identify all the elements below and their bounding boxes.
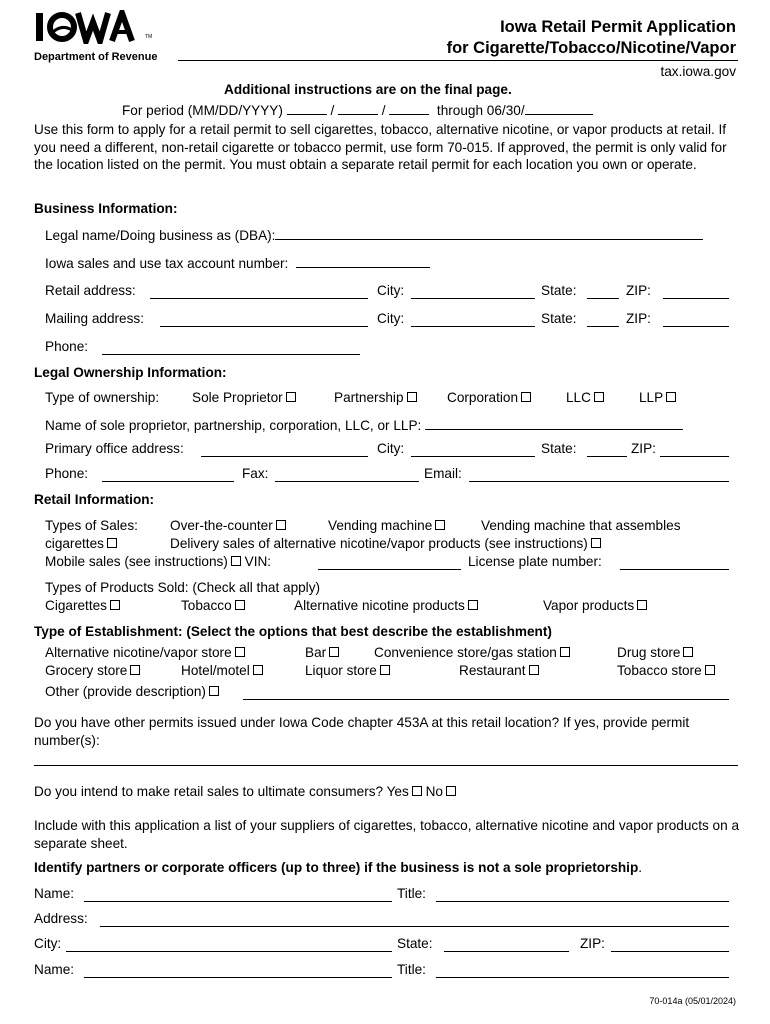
office-state-field[interactable] <box>587 443 627 457</box>
office-city-label: City: <box>377 441 405 456</box>
vin-field[interactable] <box>318 556 461 570</box>
business-heading: Business Information: <box>34 201 178 216</box>
sales-vending-label: Vending machine <box>328 518 433 533</box>
period-end-year-field[interactable] <box>525 101 593 115</box>
partner1-title-label: Title: <box>397 886 426 901</box>
sales-cigarettes-label: cigarettes <box>45 536 104 551</box>
other-permits-question: Do you have other permits issued under Iowa Code chapter 453A at this retail location? If yes, provide permit number(s): <box>34 715 690 748</box>
sales-types-label: Types of Sales: <box>45 518 138 533</box>
retail-heading: Retail Information: <box>34 492 155 507</box>
est-label: Alternative nicotine/vapor store <box>45 645 232 660</box>
license-plate-label: License plate number: <box>468 554 602 569</box>
partners-heading-period: . <box>638 860 643 875</box>
tax-account-field[interactable] <box>296 254 430 268</box>
ownership-sole-checkbox[interactable] <box>286 392 296 402</box>
owner-name-field[interactable] <box>425 416 683 430</box>
sales-vending[interactable] <box>328 518 445 533</box>
sales-vending-assembles-label: Vending machine that assembles <box>481 518 681 533</box>
ownership-llp-checkbox[interactable] <box>666 392 676 402</box>
mailing-zip-label: ZIP: <box>626 311 651 326</box>
partner1-name-field[interactable] <box>84 888 392 902</box>
iowa-logo-graphic <box>34 10 146 44</box>
legal-name-row <box>45 226 703 243</box>
sales-vending-checkbox[interactable] <box>435 520 445 530</box>
primary-office-field[interactable] <box>201 443 368 457</box>
products-label: Types of Products Sold: (Check all that apply) <box>45 580 321 595</box>
retail-sales-label: Do you intend to make retail sales to ultimate consumers? Yes <box>34 784 409 799</box>
tax-account-row <box>45 254 430 271</box>
partner1-city-field[interactable] <box>66 938 392 952</box>
mailing-zip-field[interactable] <box>663 313 729 327</box>
sales-vending-assembles-checkbox[interactable] <box>107 538 117 548</box>
business-phone-field[interactable] <box>102 341 360 355</box>
owner-fax-field[interactable] <box>275 468 419 482</box>
mailing-state-field[interactable] <box>587 313 619 327</box>
owner-phone-field[interactable] <box>102 468 234 482</box>
est-grocery-checkbox[interactable] <box>130 665 140 675</box>
partner1-address-field[interactable] <box>100 913 729 927</box>
form-title-line2: for Cigarette/Tobacco/Nicotine/Vapor <box>446 39 736 57</box>
business-phone-label: Phone: <box>45 339 89 354</box>
office-state-label: State: <box>541 441 577 456</box>
mailing-city-field[interactable] <box>411 313 535 327</box>
period-slash-2: / <box>381 103 386 118</box>
ownership-llc-checkbox[interactable] <box>594 392 604 402</box>
est-other[interactable] <box>45 684 219 699</box>
est-hotel[interactable] <box>181 663 263 678</box>
ownership-llp[interactable] <box>639 390 676 405</box>
est-other-description-field[interactable] <box>243 686 729 700</box>
partner1-city-label: City: <box>34 936 62 951</box>
retail-zip-label: ZIP: <box>626 283 651 298</box>
product-alt-nicotine[interactable] <box>294 598 478 613</box>
header-rule <box>178 60 738 61</box>
ownership-corporation[interactable] <box>447 390 531 405</box>
sales-delivery-label: Delivery sales of alternative nicotine/vapor products (see instructions) <box>170 536 588 551</box>
owner-email-label: Email: <box>424 466 462 481</box>
est-tobacco-checkbox[interactable] <box>705 665 715 675</box>
office-city-field[interactable] <box>411 443 535 457</box>
product-cigarettes-checkbox[interactable] <box>110 600 120 610</box>
mailing-city-label: City: <box>377 311 405 326</box>
period-month-field[interactable] <box>287 101 327 115</box>
logo-trademark: TM <box>145 34 153 40</box>
other-permits-field[interactable] <box>34 765 738 766</box>
est-liquor[interactable] <box>305 663 390 678</box>
product-cigarettes[interactable] <box>45 598 120 613</box>
department-name: Department of Revenue <box>34 51 158 63</box>
est-label: Other (provide description) <box>45 684 206 699</box>
retail-address-label: Retail address: <box>45 283 136 298</box>
est-label: Restaurant <box>459 663 526 678</box>
est-label: Tobacco store <box>617 663 702 678</box>
owner-name-label: Name of sole proprietor, partnership, corporation, LLC, or LLP: <box>45 418 422 433</box>
mailing-state-label: State: <box>541 311 577 326</box>
ownership-option-label: Sole Proprietor <box>192 390 283 405</box>
suppliers-instruction: Include with this application a list of your suppliers of cigarettes, tobacco, alternative nicotine and vapor products on a separate sheet. <box>34 818 740 851</box>
est-alt-vapor-checkbox[interactable] <box>235 647 245 657</box>
ownership-corporation-checkbox[interactable] <box>521 392 531 402</box>
ownership-option-label: LLP <box>639 390 664 405</box>
est-convenience-checkbox[interactable] <box>560 647 570 657</box>
retail-city-field[interactable] <box>411 285 535 299</box>
period-row <box>122 101 593 118</box>
ownership-sole-proprietor[interactable] <box>192 390 296 405</box>
sales-otc-label: Over-the-counter <box>170 518 273 533</box>
retail-sales-question <box>34 784 456 799</box>
office-zip-field[interactable] <box>660 443 729 457</box>
office-zip-label: ZIP: <box>631 441 656 456</box>
est-label: Hotel/motel <box>181 663 250 678</box>
period-through: through 06/30/ <box>436 103 525 118</box>
owner-phone-label: Phone: <box>45 466 89 481</box>
establishment-heading: Type of Establishment: (Select the options that best describe the establishment) <box>34 624 552 639</box>
retail-state-label: State: <box>541 283 577 298</box>
additional-instructions: Additional instructions are on the final page. <box>224 82 512 97</box>
sales-vending-assembles[interactable] <box>45 536 117 551</box>
product-vapor[interactable] <box>543 598 647 613</box>
ownership-partnership[interactable] <box>334 390 417 405</box>
product-label: Alternative nicotine products <box>294 598 465 613</box>
owner-fax-label: Fax: <box>242 466 269 481</box>
product-vapor-checkbox[interactable] <box>637 600 647 610</box>
product-tobacco[interactable] <box>181 598 245 613</box>
est-grocery[interactable] <box>45 663 140 678</box>
partner1-zip-label: ZIP: <box>580 936 605 951</box>
est-liquor-checkbox[interactable] <box>380 665 390 675</box>
retail-zip-field[interactable] <box>663 285 729 299</box>
est-other-checkbox[interactable] <box>209 686 219 696</box>
sales-mobile-checkbox[interactable] <box>231 556 241 566</box>
ownership-llc[interactable] <box>566 390 604 405</box>
sales-otc[interactable] <box>170 518 286 533</box>
retail-sales-no-label: No <box>425 784 443 799</box>
retail-address-field[interactable] <box>150 285 368 299</box>
tax-account-label: Iowa sales and use tax account number: <box>45 256 289 271</box>
sales-mobile[interactable] <box>45 554 271 569</box>
partner1-address-label: Address: <box>34 911 88 926</box>
partner1-zip-field[interactable] <box>611 938 729 952</box>
partner2-name-label: Name: <box>34 962 75 977</box>
owner-email-field[interactable] <box>469 468 729 482</box>
partner1-title-field[interactable] <box>436 888 729 902</box>
period-label: For period (MM/DD/YYYY) <box>122 103 283 118</box>
est-label: Liquor store <box>305 663 377 678</box>
est-drug-checkbox[interactable] <box>683 647 693 657</box>
est-restaurant[interactable] <box>459 663 539 678</box>
sales-delivery[interactable] <box>170 536 601 551</box>
intro-paragraph: Use this form to apply for a retail permit to sell cigarettes, tobacco, alternative nicotine, or vapor products at retail. If you need a different, non-retail cigarette or tobacco permit, use form 70-015. If approved, the permit is only valid for the location listed on the permit. You must obtain a separate retail permit for each location you own or operate. <box>34 122 727 172</box>
period-year-field[interactable] <box>389 101 429 115</box>
period-slash-1: / <box>330 103 335 118</box>
website: tax.iowa.gov <box>660 64 736 79</box>
partner1-name-label: Name: <box>34 886 75 901</box>
sales-mobile-label: Mobile sales (see instructions) <box>45 554 228 569</box>
license-plate-field[interactable] <box>620 556 729 570</box>
partner1-state-label: State: <box>397 936 433 951</box>
partners-heading <box>34 860 642 875</box>
legal-name-label: Legal name/Doing business as (DBA): <box>45 228 276 243</box>
partners-heading-text: Identify partners or corporate officers (up to three) if the business is not a sole proprietorship <box>34 860 639 875</box>
vin-label: VIN: <box>244 554 272 569</box>
est-bar[interactable] <box>305 645 339 660</box>
retail-state-field[interactable] <box>587 285 619 299</box>
est-label: Grocery store <box>45 663 128 678</box>
product-label: Tobacco <box>181 598 232 613</box>
partner2-title-field[interactable] <box>436 964 729 978</box>
est-label: Convenience store/gas station <box>374 645 557 660</box>
ownership-option-label: Partnership <box>334 390 404 405</box>
est-drug[interactable] <box>617 645 693 660</box>
ownership-option-label: Corporation <box>447 390 519 405</box>
est-label: Drug store <box>617 645 681 660</box>
est-alt-vapor[interactable] <box>45 645 245 660</box>
est-convenience[interactable] <box>374 645 570 660</box>
retail-sales-yes-checkbox[interactable] <box>412 786 422 796</box>
est-hotel-checkbox[interactable] <box>253 665 263 675</box>
period-day-field[interactable] <box>338 101 378 115</box>
owner-name-row <box>45 416 683 433</box>
retail-sales-no-checkbox[interactable] <box>446 786 456 796</box>
ownership-heading: Legal Ownership Information: <box>34 365 227 380</box>
ownership-option-label: LLC <box>566 390 591 405</box>
mailing-address-field[interactable] <box>160 313 368 327</box>
legal-name-field[interactable] <box>275 226 703 240</box>
retail-city-label: City: <box>377 283 405 298</box>
est-bar-checkbox[interactable] <box>329 647 339 657</box>
est-restaurant-checkbox[interactable] <box>529 665 539 675</box>
partner2-name-field[interactable] <box>84 964 392 978</box>
product-label: Vapor products <box>543 598 635 613</box>
partner1-state-field[interactable] <box>444 938 569 952</box>
ownership-type-label: Type of ownership: <box>45 390 160 405</box>
partner2-title-label: Title: <box>397 962 426 977</box>
product-alt-nicotine-checkbox[interactable] <box>468 600 478 610</box>
form-number: 70-014a (05/01/2024) <box>649 996 736 1006</box>
mailing-address-label: Mailing address: <box>45 311 144 326</box>
est-label: Bar <box>305 645 327 660</box>
iowa-logo <box>34 10 153 47</box>
product-label: Cigarettes <box>45 598 107 613</box>
primary-office-label: Primary office address: <box>45 441 184 456</box>
est-tobacco[interactable] <box>617 663 715 678</box>
form-title-line1: Iowa Retail Permit Application <box>500 18 736 36</box>
sales-delivery-checkbox[interactable] <box>591 538 601 548</box>
product-tobacco-checkbox[interactable] <box>235 600 245 610</box>
sales-otc-checkbox[interactable] <box>276 520 286 530</box>
ownership-partnership-checkbox[interactable] <box>407 392 417 402</box>
